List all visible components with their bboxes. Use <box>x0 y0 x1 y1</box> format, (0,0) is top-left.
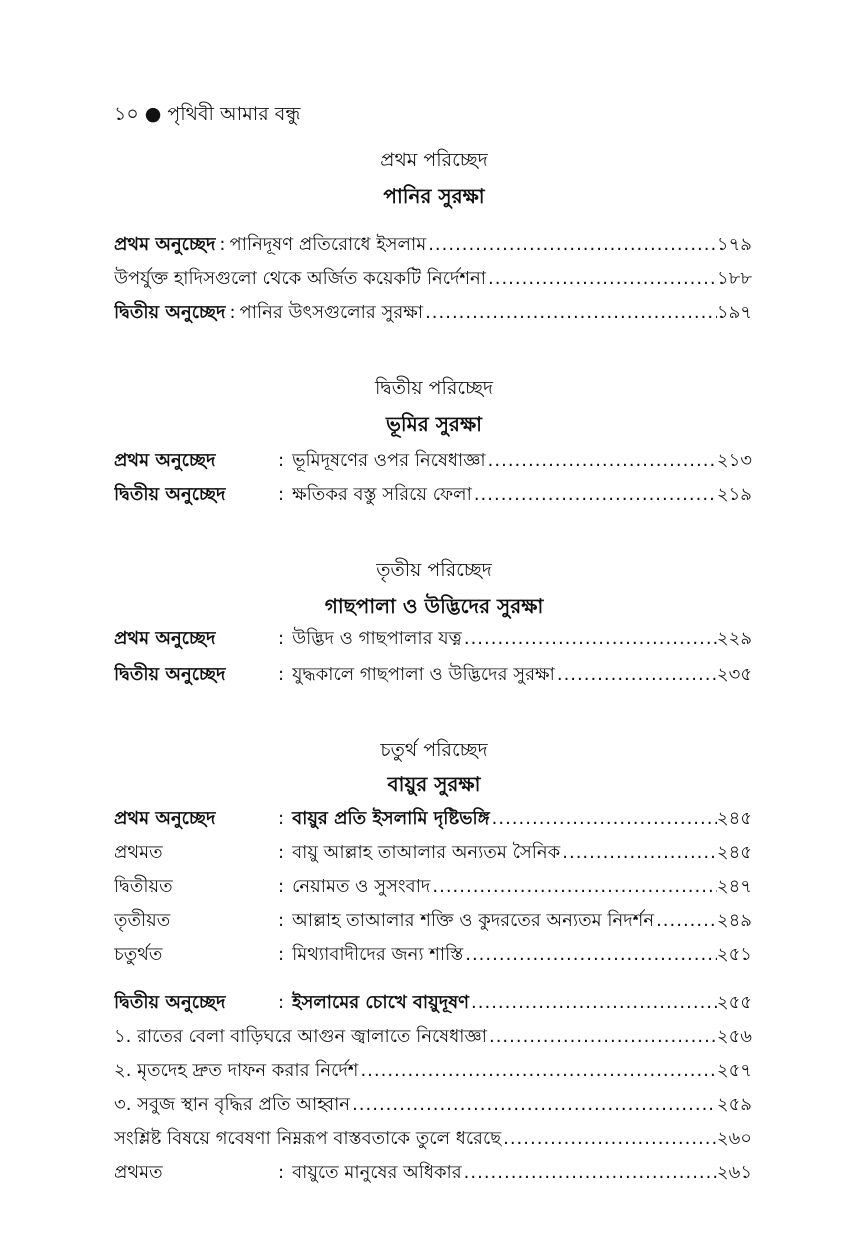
dot-leader <box>490 808 717 829</box>
entry-title: ইসলামের চোখে বায়ুদূষণ <box>292 992 470 1013</box>
entry-separator: : <box>219 234 226 255</box>
chapter-label: চতুর্থ পরিচ্ছেদ <box>380 739 488 761</box>
entry-page-number: ২১৯ <box>716 484 752 505</box>
entry-page-number: ২৬১ <box>716 1162 752 1183</box>
toc-entry <box>114 940 752 972</box>
entry-section-label: প্রথমত <box>114 1162 163 1183</box>
entry-title: নেয়ামত ও সুসংবাদ <box>292 876 431 897</box>
entry-title: ২. মৃতদেহ দ্রুত দাফন করার নির্দেশ <box>114 1060 359 1081</box>
toc-entry <box>114 1090 752 1122</box>
entry-section-label: প্রথম অনুচ্ছেদ <box>114 808 216 829</box>
chapter-title: বায়ুর সুরক্ষা <box>387 772 481 796</box>
dot-leader <box>501 1128 717 1149</box>
dot-leader <box>560 842 717 863</box>
dot-leader <box>350 1094 717 1115</box>
entry-title: মিথ্যাবাদীদের জন্য শাস্তি <box>292 944 464 965</box>
entry-title: বায়ুতে মানুষের অধিকার <box>292 1162 462 1183</box>
entry-page-number: ২৪৫ <box>716 808 752 829</box>
dot-leader <box>555 664 717 685</box>
entry-separator: : <box>278 992 285 1013</box>
chapter-title: ভূমির সুরক্ষা <box>386 412 482 436</box>
toc-entry <box>114 624 752 656</box>
entry-title: যুদ্ধকালে গাছপালা ও উদ্ভিদের সুরক্ষা <box>292 664 555 685</box>
chapter-title: গাছপালা ও উদ্ভিদের সুরক্ষা <box>324 594 544 618</box>
entry-separator: : <box>278 944 285 965</box>
entry-section-label: প্রথম অনুচ্ছেদ <box>114 450 216 471</box>
chapter-title: পানির সুরক্ষা <box>383 184 485 208</box>
entry-page-number: ২৫৯ <box>716 1094 752 1115</box>
running-head: ১০ ● পৃথিবী আমার বন্ধু <box>114 103 301 125</box>
entry-title: উপর্যুক্ত হাদিসগুলো থেকে অর্জিত কয়েকটি নির্দেশনা <box>114 268 487 289</box>
entry-page-number: ২১৩ <box>716 450 752 471</box>
toc-entry <box>114 804 752 836</box>
dot-leader <box>358 1060 716 1081</box>
entry-section-label: দ্বিতীয় অনুচ্ছেদ <box>114 302 226 323</box>
toc-entry <box>114 872 752 904</box>
entry-section-label: চতুর্থত <box>114 944 163 965</box>
dot-leader <box>462 1162 717 1183</box>
entry-separator: : <box>278 808 285 829</box>
entry-section-label: দ্বিতীয় অনুচ্ছেদ <box>114 664 226 685</box>
entry-title: ভূমিদূষণের ওপর নিষেধাজ্ঞা <box>292 450 486 471</box>
entry-page-number: ২৫১ <box>716 944 752 965</box>
entry-title: ১. রাতের বেলা বাড়িঘরে আগুন জ্বালাতে নিষেধাজ্ঞা <box>114 1026 487 1047</box>
entry-section-label: দ্বিতীয় অনুচ্ছেদ <box>114 992 226 1013</box>
dot-leader <box>486 268 717 289</box>
entry-page-number: ১৯৭ <box>716 302 752 323</box>
entry-section-label: প্রথম অনুচ্ছেদ <box>114 628 216 649</box>
entry-title: ক্ষতিকর বস্তু সরিয়ে ফেলা <box>292 484 472 505</box>
chapter-label: দ্বিতীয় পরিচ্ছেদ <box>374 377 494 399</box>
dot-leader <box>426 234 717 255</box>
toc-entry <box>114 1158 752 1190</box>
entry-title: বায়ুর প্রতি ইসলামি দৃষ্টিভঙ্গি <box>292 808 490 829</box>
dot-leader <box>472 484 717 505</box>
entry-page-number: ২২৯ <box>716 628 752 649</box>
entry-section-label: প্রথম অনুচ্ছেদ <box>114 234 216 255</box>
entry-title: উদ্ভিদ ও গাছপালার যত্ন <box>292 628 462 649</box>
entry-page-number: ২৪৯ <box>716 910 752 931</box>
entry-title: পানিদূষণ প্রতিরোধে ইসলাম <box>229 234 427 255</box>
dot-leader <box>463 944 717 965</box>
entry-title: ৩. সবুজ স্থান বৃদ্ধির প্রতি আহ্বান <box>114 1094 351 1115</box>
toc-entry <box>114 1124 752 1156</box>
chapter-label: তৃতীয় পরিচ্ছেদ <box>376 559 492 581</box>
entry-separator: : <box>229 302 236 323</box>
dot-leader <box>487 1026 717 1047</box>
entry-title: বায়ু আল্লাহ তাআলার অন্যতম সৈনিক <box>292 842 561 863</box>
entry-separator: : <box>278 910 285 931</box>
dot-leader <box>430 876 717 897</box>
entry-page-number: ২৪৭ <box>716 876 752 897</box>
entry-title: সংশ্লিষ্ট বিষয়ে গবেষণা নিম্নরূপ বাস্তবতাকে তুলে ধরেছে <box>114 1128 502 1149</box>
entry-separator: : <box>278 1162 285 1183</box>
entry-page-number: ২৫৫ <box>716 992 752 1013</box>
entry-separator: : <box>278 484 285 505</box>
entry-page-number: ২৫৬ <box>716 1026 752 1047</box>
toc-entry <box>114 264 752 296</box>
entry-page-number: ১৮৮ <box>716 268 752 289</box>
entry-separator: : <box>278 450 285 471</box>
entry-section-label: প্রথমত <box>114 842 163 863</box>
entry-title: পানির উৎসগুলোর সুরক্ষা <box>239 302 424 323</box>
toc-entry <box>114 660 752 692</box>
entry-page-number: ২৬০ <box>716 1128 752 1149</box>
toc-entry <box>114 1022 752 1054</box>
chapter-label: প্রথম পরিচ্ছেদ <box>380 149 488 171</box>
dot-leader <box>469 992 717 1013</box>
entry-page-number: ২৩৫ <box>716 664 752 685</box>
dot-leader <box>486 450 717 471</box>
toc-entry <box>114 1056 752 1088</box>
entry-page-number: ২৫৭ <box>716 1060 752 1081</box>
entry-section-label: দ্বিতীয়ত <box>114 876 173 897</box>
toc-entry <box>114 988 752 1020</box>
entry-section-label: তৃতীয়ত <box>114 910 171 931</box>
toc-entry <box>114 230 752 262</box>
entry-section-label: দ্বিতীয় অনুচ্ছেদ <box>114 484 226 505</box>
toc-entry <box>114 446 752 478</box>
entry-separator: : <box>278 628 285 649</box>
entry-page-number: ১৭৯ <box>716 234 752 255</box>
entry-separator: : <box>278 842 285 863</box>
toc-entry <box>114 838 752 870</box>
dot-leader <box>423 302 717 323</box>
toc-entry <box>114 480 752 512</box>
dot-leader <box>654 910 717 931</box>
toc-entry <box>114 298 752 330</box>
entry-title: আল্লাহ তাআলার শক্তি ও কুদরতের অন্যতম নিদর্শন <box>292 910 655 931</box>
toc-entry <box>114 906 752 938</box>
entry-separator: : <box>278 664 285 685</box>
dot-leader <box>462 628 717 649</box>
entry-separator: : <box>278 876 285 897</box>
entry-page-number: ২৪৫ <box>716 842 752 863</box>
